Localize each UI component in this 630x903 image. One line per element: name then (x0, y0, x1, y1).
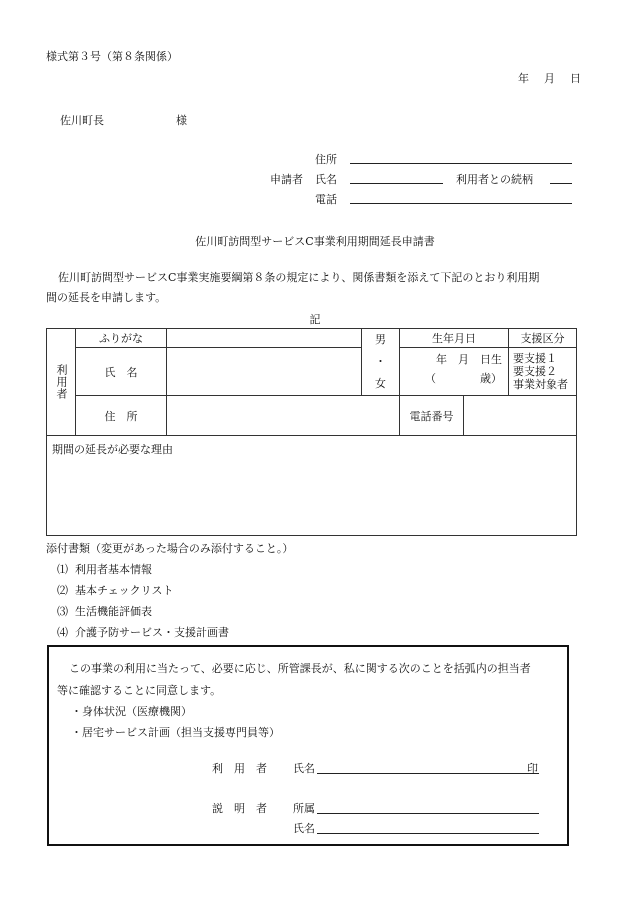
seal-mark: 印 (527, 762, 538, 775)
explainer-affiliation-label: 所属 (293, 802, 315, 815)
document-title: 佐川町訪問型サービスC事業利用期間延長申請書 (195, 235, 435, 248)
consent-line-1: この事業の利用に当たって、必要に応じ、所管課長が、私に関する次のことを括弧内の担当者 (69, 662, 531, 675)
applicant-phone-label: 電話 (315, 193, 337, 206)
birthdate-field[interactable] (400, 348, 509, 396)
sex-male: 男 (375, 333, 386, 346)
attachment-label: 生活機能評価表 (75, 605, 152, 618)
consent-bullet-2: ・居宅サービス計画（担当支援専門員等） (71, 726, 280, 739)
furigana-label: ふりがな (76, 329, 167, 348)
attachment-num: ⑵ (57, 584, 68, 597)
support-option-3: 事業対象者 (513, 378, 568, 392)
ki-label: 記 (309, 313, 321, 326)
honorific: 様 (176, 114, 187, 127)
user-info-table (46, 328, 577, 536)
applicant-relation-label: 利用者との続柄 (456, 173, 533, 186)
attachment-num: ⑶ (57, 605, 68, 618)
age-line: （ 歳） (425, 372, 502, 386)
name-field[interactable] (167, 348, 362, 396)
consent-bullet-1: ・身体状況（医療機関） (71, 705, 192, 718)
attachment-num: ⑴ (57, 563, 68, 576)
date-label: 年 月 日 (518, 72, 583, 85)
applicant-name-field[interactable] (350, 172, 443, 184)
user-signature-field[interactable] (317, 761, 539, 774)
user-label: 利用者 (55, 364, 68, 400)
birthdate-line: 年 月 日生 (436, 353, 502, 367)
addressee: 佐川町長 (60, 114, 104, 127)
attachment-label: 基本チェックリスト (75, 584, 174, 597)
support-header: 支援区分 (509, 329, 577, 348)
attachment-item-1 (57, 561, 152, 577)
applicant-phone-field[interactable] (350, 192, 572, 204)
form-number: 様式第３号（第８条関係） (46, 50, 178, 63)
sex-dot: ・ (375, 355, 386, 368)
applicant-name-label: 氏名 (315, 173, 337, 186)
phone-field[interactable] (464, 396, 577, 436)
user-label-cell (47, 329, 76, 436)
intro-line-1: 佐川町訪問型サービスC事業実施要綱第８条の規定により、関係書類を添えて下記のとおり利用期 (58, 271, 540, 284)
support-option-2: 要支援２ (513, 365, 557, 379)
birthdate-header: 生年月日 (400, 329, 509, 348)
explainer-role: 説 明 者 (212, 802, 267, 815)
user-sign-name-label: 氏名 (293, 762, 315, 775)
attachment-item-3 (57, 603, 152, 619)
attachment-label: 介護予防サービス・支援計画書 (75, 626, 229, 639)
support-option-1: 要支援１ (513, 352, 557, 366)
phone-label: 電話番号 (400, 396, 464, 436)
explainer-name-field[interactable] (317, 821, 539, 834)
attachment-label: 利用者基本情報 (75, 563, 152, 576)
name-label: 氏 名 (76, 348, 167, 396)
explainer-name-label: 氏名 (293, 822, 315, 835)
furigana-field[interactable] (167, 329, 362, 348)
applicant-role-label: 申請者 (270, 173, 303, 186)
sex-cell[interactable] (362, 329, 400, 396)
attachment-item-4 (57, 624, 229, 640)
address-field[interactable] (167, 396, 400, 436)
applicant-relation-field[interactable] (550, 172, 572, 184)
user-sign-role: 利 用 者 (212, 762, 267, 775)
sex-female: 女 (375, 377, 386, 390)
support-options-cell[interactable] (509, 348, 577, 396)
consent-line-2: 等に確認することに同意します。 (57, 684, 222, 697)
intro-line-2: 間の延長を申請します。 (46, 291, 167, 304)
applicant-address-field[interactable] (350, 152, 572, 164)
explainer-affiliation-field[interactable] (317, 801, 539, 814)
address-label: 住 所 (76, 396, 167, 436)
attachment-item-2 (57, 582, 173, 598)
attachment-num: ⑷ (57, 626, 68, 639)
attachments-header: 添付書類（変更があった場合のみ添付すること。） (46, 542, 294, 555)
reason-field[interactable] (47, 436, 577, 536)
consent-box (47, 645, 569, 846)
reason-label: 期間の延長が必要な理由 (52, 443, 173, 456)
applicant-address-label: 住所 (315, 153, 337, 166)
